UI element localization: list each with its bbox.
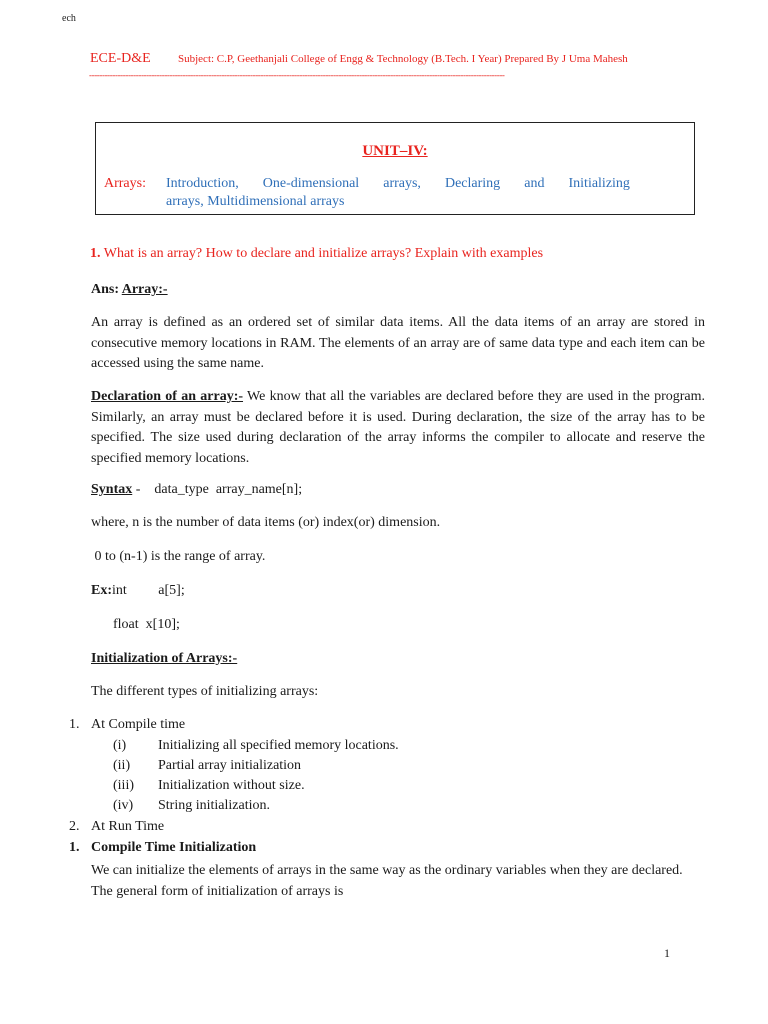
topic-word: Declaring xyxy=(444,176,501,191)
header-subject: Subject: C.P, Geethanjali College of Engg & Technology (B.Tech. I Year) Prepared By J Uma Mahesh xyxy=(178,53,628,65)
question-number: 1. xyxy=(90,246,101,261)
header-rule: ---------------------------------------------------------------------------------------------------------------------------------------------------------------- xyxy=(89,70,505,80)
list-item: At Compile time xyxy=(91,717,186,732)
topic-word: and xyxy=(524,176,545,191)
declaration-heading: Declaration of an array:- xyxy=(91,389,244,404)
sub-item: Partial array initialization xyxy=(158,758,302,773)
sub-item-number: (iv) xyxy=(113,798,134,813)
sub-item-number: (ii) xyxy=(113,758,131,773)
topic-label: Arrays: xyxy=(104,176,146,191)
sub-item: Initialization without size. xyxy=(158,778,305,793)
where-line: where, n is the number of data items (or) index(or) dimension. xyxy=(91,515,441,530)
topic-line-2: arrays, Multidimensional arrays xyxy=(166,194,345,209)
array-heading: Array:- xyxy=(121,282,168,297)
list-item-number: 2. xyxy=(69,819,80,834)
example-line-1 xyxy=(91,583,185,599)
section-number: 1. xyxy=(69,840,80,855)
topic-word: Introduction, xyxy=(166,176,239,191)
definition-paragraph: An array is defined as an ordered set of similar data items. All the data items of an array are stored in consecutive memory locations in RAM. The elements of an array are of same data type and each item can be accessed using the same name. xyxy=(91,315,705,371)
syntax-line xyxy=(91,482,302,498)
page-number: 1 xyxy=(664,946,670,960)
range-line: 0 to (n-1) is the range of array. xyxy=(91,549,266,564)
question-text: What is an array? How to declare and initialize arrays? Explain with examples xyxy=(100,246,544,261)
sub-item: Initializing all specified memory locations. xyxy=(158,738,399,753)
corner-text: ech xyxy=(62,13,76,24)
topic-word: One-dimensional xyxy=(262,176,360,191)
unit-title: UNIT–IV: xyxy=(362,143,428,159)
initialization-heading: Initialization of Arrays:- xyxy=(91,651,238,666)
answer-prefix: Ans: xyxy=(91,282,122,297)
sub-item-number: (iii) xyxy=(113,778,134,793)
list-item-number: 1. xyxy=(69,717,80,732)
topic-line-1 xyxy=(166,176,630,192)
topic-word: arrays, xyxy=(383,176,421,191)
declaration-paragraph xyxy=(91,387,705,469)
syntax-label: Syntax xyxy=(91,482,133,497)
answer-heading xyxy=(91,282,168,298)
topic-word: Initializing xyxy=(568,176,630,191)
list-item: At Run Time xyxy=(91,819,165,834)
example-code-1: int a[5]; xyxy=(112,583,185,598)
sub-item: String initialization. xyxy=(158,798,270,813)
unit-box xyxy=(95,122,695,215)
question-1 xyxy=(90,246,543,262)
section-heading: Compile Time Initialization xyxy=(91,840,257,855)
sub-item-number: (i) xyxy=(113,738,127,753)
example-line-2: float x[10]; xyxy=(113,617,180,632)
declaration-text: We know that all the variables are declared before they are used in the program. Similarly, an array must be declared before it is used. During declaration, the size of the array has to be specified. The size used during declaration of the array informs the compiler to allocate and reserve the specified memory locations. xyxy=(91,389,705,466)
example-label: Ex: xyxy=(91,583,112,598)
syntax-text: - data_type array_name[n]; xyxy=(132,482,303,497)
header-course: ECE-D&E xyxy=(90,51,151,66)
section-paragraph: We can initialize the elements of arrays in the same way as the ordinary variables when they are declared. The general form of initialization of arrays is xyxy=(91,863,683,899)
types-intro: The different types of initializing arrays: xyxy=(91,684,319,699)
